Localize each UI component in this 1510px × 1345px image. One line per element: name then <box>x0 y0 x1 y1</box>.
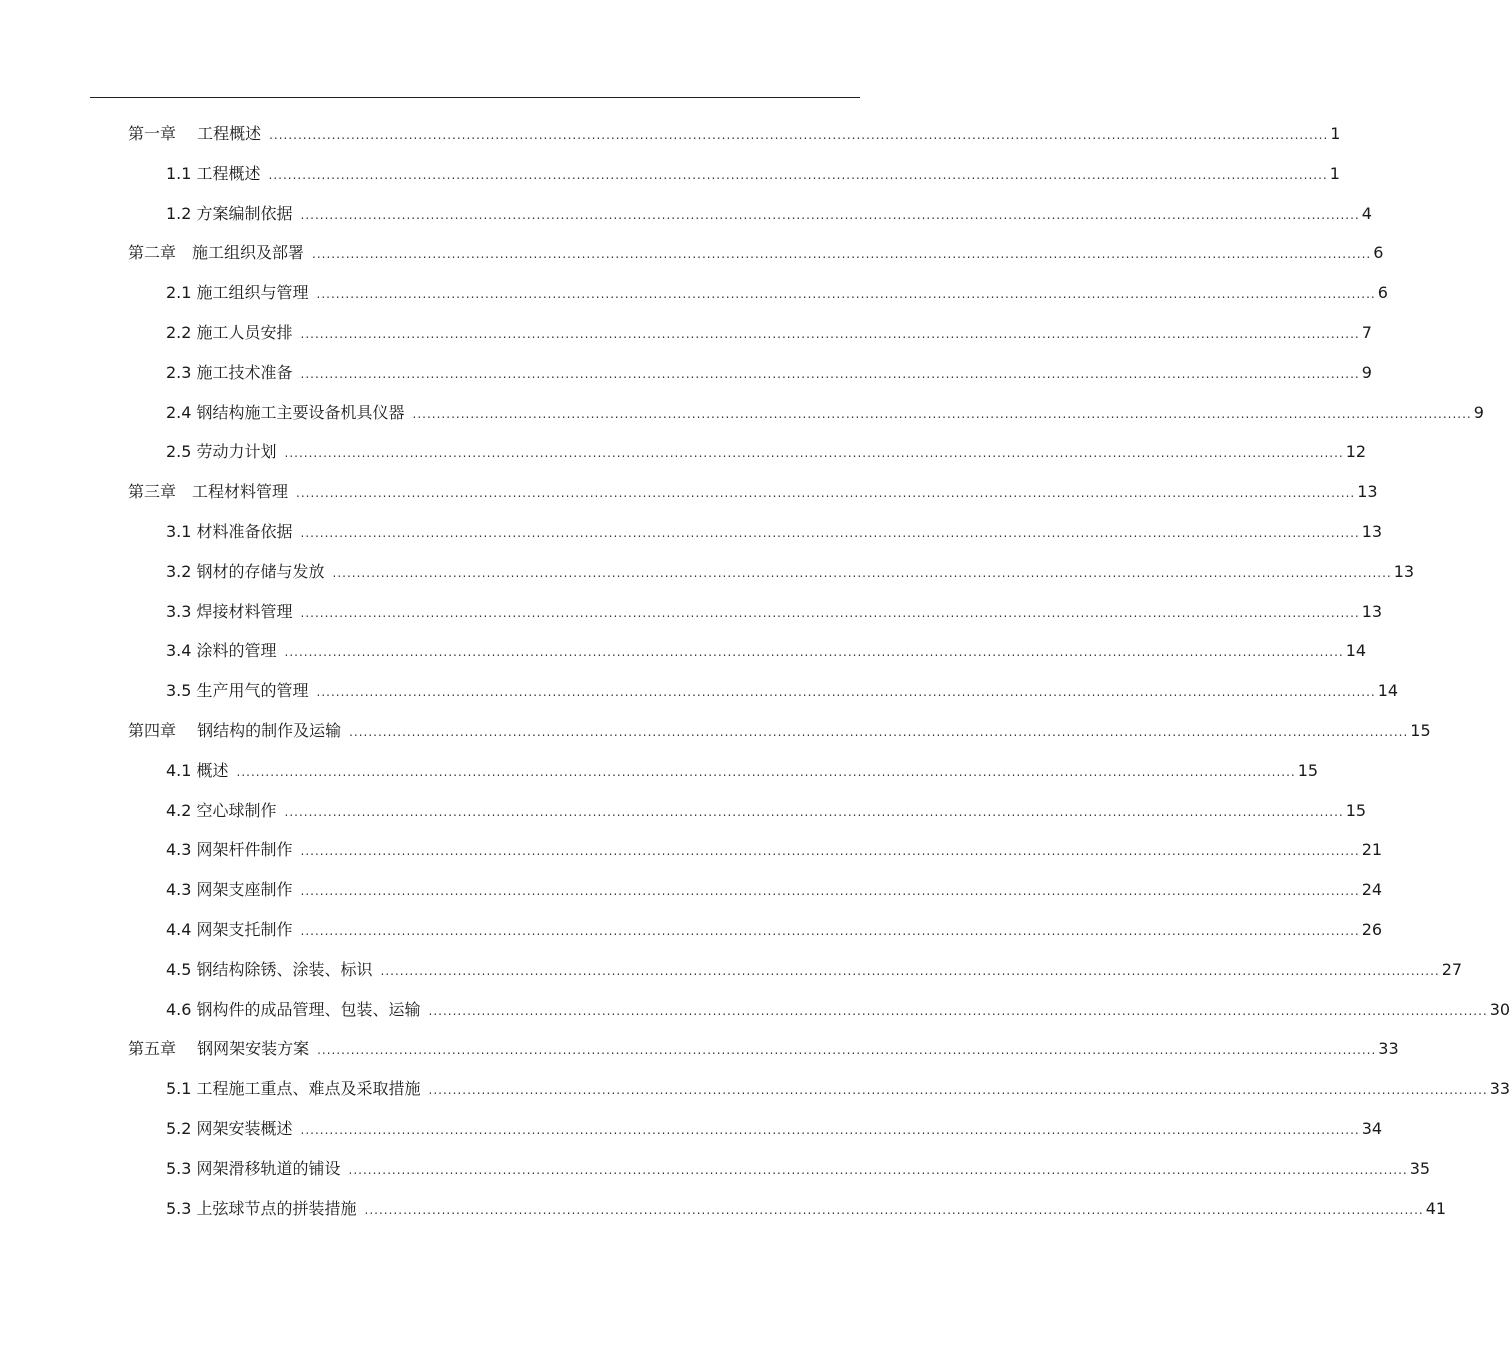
toc-entry-label: 2.3 施工技术准备 <box>166 362 293 382</box>
toc-leader-dots: ............................................................................................................................................................................................................................ <box>380 963 1440 978</box>
toc-entry-label: 4.3 网架支座制作 <box>166 880 293 900</box>
toc-page-number: 26 <box>1361 920 1383 939</box>
toc-leader-dots: ............................................................................................................................................................................................................................ <box>236 764 1296 779</box>
toc-leader-dots: ............................................................................................................................................................................................................................ <box>364 1202 1424 1217</box>
toc-section-entry[interactable] <box>166 592 1383 632</box>
toc-page-number: 1 <box>1329 163 1340 183</box>
toc-entry-label: 5.2 网架安装概述 <box>166 1119 293 1138</box>
toc-page-number: 12 <box>1345 442 1367 462</box>
toc-section-entry[interactable] <box>166 552 1415 592</box>
toc-leader-dots: ............................................................................................................................................................................................................................ <box>300 924 1360 938</box>
toc-section-entry[interactable] <box>166 631 1367 671</box>
toc-page-number: 6 <box>1373 243 1384 263</box>
toc-entry-label: 第一章 工程概述 <box>128 124 262 143</box>
toc-leader-dots: ............................................................................................................................................................................................................................ <box>300 844 1360 859</box>
toc-section-entry[interactable] <box>166 1149 1431 1189</box>
toc-section-entry[interactable] <box>166 910 1383 950</box>
toc-entry-label: 第四章 钢结构的制作及运输 <box>128 721 342 740</box>
toc-entry-label: 5.1 工程施工重点、难点及采取措施 <box>166 1079 421 1099</box>
toc-section-entry[interactable] <box>166 353 1372 393</box>
toc-page-number: 21 <box>1361 840 1383 860</box>
toc-entry-label: 第二章 施工组织及部署 <box>128 243 305 263</box>
toc-leader-dots: ............................................................................................................................................................................................................................ <box>300 1123 1360 1137</box>
toc-page-number: 33 <box>1489 1079 1510 1099</box>
toc-chapter-entry[interactable] <box>128 233 1384 273</box>
toc-section-entry[interactable] <box>166 313 1372 353</box>
toc-leader-dots: ............................................................................................................................................................................................................................ <box>332 565 1392 580</box>
toc-leader-dots: ............................................................................................................................................................................................................................ <box>312 247 1372 262</box>
toc-page-number: 15 <box>1410 721 1431 740</box>
toc-page-number: 30 <box>1489 999 1510 1019</box>
toc-section-entry[interactable] <box>166 791 1367 831</box>
toc-page-number: 27 <box>1441 959 1463 979</box>
toc-entry-label: 2.5 劳动力计划 <box>166 442 277 462</box>
toc-entry-label: 第三章 工程材料管理 <box>128 482 289 502</box>
toc-chapter-entry[interactable] <box>128 711 1431 751</box>
toc-leader-dots: ............................................................................................................................................................................................................................ <box>349 725 1409 739</box>
toc-entry-label: 2.2 施工人员安排 <box>166 323 293 342</box>
toc-section-entry[interactable] <box>166 990 1510 1030</box>
toc-leader-dots: ............................................................................................................................................................................................................................ <box>300 605 1360 620</box>
toc-leader-dots: ............................................................................................................................................................................................................................ <box>268 167 1328 182</box>
toc-leader-dots: ............................................................................................................................................................................................................................ <box>412 406 1472 421</box>
toc-page-number: 14 <box>1377 681 1399 701</box>
toc-entry-label: 第五章 钢网架安装方案 <box>128 1039 310 1059</box>
toc-leader-dots: ............................................................................................................................................................................................................................ <box>300 207 1360 222</box>
toc-entry-label: 4.2 空心球制作 <box>166 800 277 820</box>
toc-entry-label: 4.6 钢构件的成品管理、包装、运输 <box>166 999 421 1019</box>
toc-page-number: 13 <box>1357 482 1378 502</box>
toc-page-number: 13 <box>1361 522 1383 541</box>
toc-leader-dots: ............................................................................................................................................................................................................................ <box>300 884 1360 899</box>
toc-section-entry[interactable] <box>166 1189 1447 1229</box>
toc-page-number: 1 <box>1330 124 1341 143</box>
toc-chapter-entry[interactable] <box>128 114 1341 154</box>
toc-leader-dots: ............................................................................................................................................................................................................................ <box>296 486 1356 501</box>
toc-leader-dots: ............................................................................................................................................................................................................................ <box>348 1162 1408 1177</box>
toc-entry-label: 4.5 钢结构除锈、涂装、标识 <box>166 959 373 979</box>
toc-page-number: 35 <box>1409 1158 1431 1178</box>
toc-page-number: 4 <box>1361 203 1372 223</box>
toc-entry-label: 3.4 涂料的管理 <box>166 641 277 661</box>
toc-section-entry[interactable] <box>166 671 1399 711</box>
toc-page-number: 34 <box>1361 1119 1383 1138</box>
toc-chapter-entry[interactable] <box>128 1029 1399 1069</box>
toc-leader-dots: ............................................................................................................................................................................................................................ <box>269 128 1329 142</box>
toc-section-entry[interactable] <box>166 1109 1383 1149</box>
toc-page-number: 15 <box>1297 760 1319 780</box>
toc-page-number: 6 <box>1377 283 1388 303</box>
toc-section-entry[interactable] <box>166 512 1383 552</box>
toc-entry-label: 2.1 施工组织与管理 <box>166 283 309 303</box>
toc-entry-label: 3.1 材料准备依据 <box>166 522 293 541</box>
toc-entry-label: 5.3 上弦球节点的拼装措施 <box>166 1198 357 1218</box>
toc-leader-dots: ............................................................................................................................................................................................................................ <box>300 327 1360 341</box>
toc-section-entry[interactable] <box>166 751 1319 791</box>
toc-page-number: 15 <box>1345 800 1367 820</box>
toc-page-number: 7 <box>1361 323 1372 342</box>
toc-page-number: 14 <box>1345 641 1367 661</box>
toc-leader-dots: ............................................................................................................................................................................................................................ <box>316 287 1376 302</box>
toc-page-number: 9 <box>1361 362 1372 382</box>
toc-page-number: 41 <box>1425 1198 1447 1218</box>
toc-section-entry[interactable] <box>166 870 1383 910</box>
toc-leader-dots: ............................................................................................................................................................................................................................ <box>284 804 1344 819</box>
toc-entry-label: 3.2 钢材的存储与发放 <box>166 561 325 581</box>
toc-page-number: 9 <box>1473 402 1484 422</box>
toc-page-number: 13 <box>1361 601 1383 621</box>
toc-leader-dots: ............................................................................................................................................................................................................................ <box>428 1083 1488 1098</box>
toc-entry-label: 1.1 工程概述 <box>166 163 261 183</box>
toc-section-entry[interactable] <box>166 273 1388 313</box>
header-rule <box>90 97 860 98</box>
toc-section-entry[interactable] <box>166 432 1367 472</box>
toc-leader-dots: ............................................................................................................................................................................................................................ <box>316 685 1376 700</box>
toc-entry-label: 4.4 网架支托制作 <box>166 920 293 939</box>
toc-page-number: 13 <box>1393 561 1415 581</box>
toc-entry-label: 4.3 网架杆件制作 <box>166 840 293 860</box>
toc-leader-dots: ............................................................................................................................................................................................................................ <box>317 1043 1377 1058</box>
toc-section-entry[interactable] <box>166 1069 1510 1109</box>
toc-entry-label: 5.3 网架滑移轨道的铺设 <box>166 1158 341 1178</box>
toc-leader-dots: ............................................................................................................................................................................................................................ <box>284 446 1344 461</box>
toc-chapter-entry[interactable] <box>128 472 1378 512</box>
toc-section-entry[interactable] <box>166 194 1372 234</box>
toc-page-number: 33 <box>1378 1039 1399 1059</box>
toc-entry-label: 1.2 方案编制依据 <box>166 203 293 223</box>
toc-section-entry[interactable] <box>166 950 1463 990</box>
toc-entry-label: 3.3 焊接材料管理 <box>166 601 293 621</box>
toc-leader-dots: ............................................................................................................................................................................................................................ <box>428 1003 1488 1018</box>
toc-entry-label: 4.1 概述 <box>166 760 229 780</box>
toc-section-entry[interactable] <box>166 154 1340 194</box>
toc-entry-label: 3.5 生产用气的管理 <box>166 681 309 701</box>
toc-section-entry[interactable] <box>166 830 1383 870</box>
toc-leader-dots: ............................................................................................................................................................................................................................ <box>284 645 1344 660</box>
toc-page-number: 24 <box>1361 880 1383 900</box>
toc-leader-dots: ............................................................................................................................................................................................................................ <box>300 526 1360 540</box>
toc-leader-dots: ............................................................................................................................................................................................................................ <box>300 366 1360 381</box>
toc-entry-label: 2.4 钢结构施工主要设备机具仪器 <box>166 402 405 422</box>
toc-section-entry[interactable] <box>166 393 1484 433</box>
